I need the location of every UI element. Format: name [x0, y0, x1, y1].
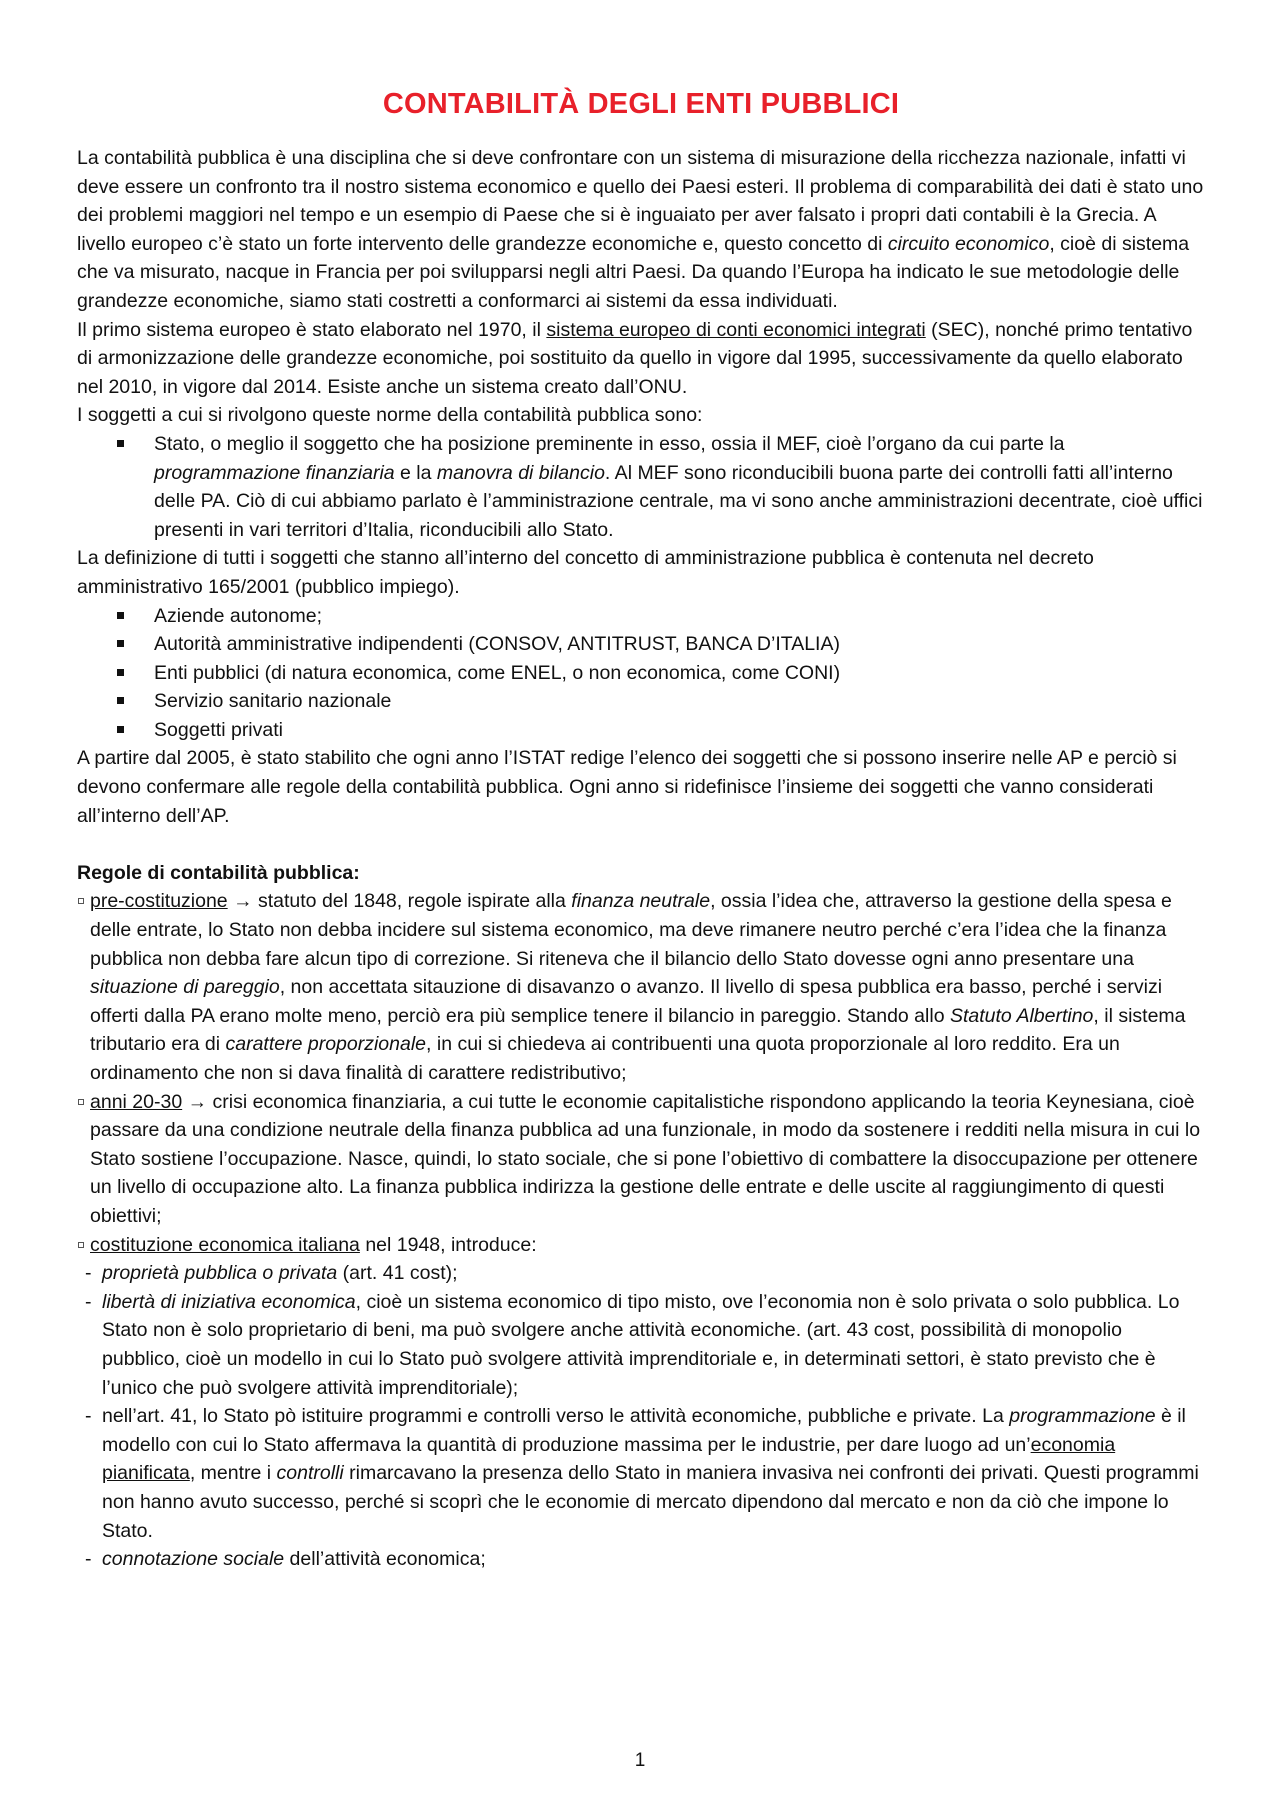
text-run-italic: finanza neutrale: [571, 890, 711, 913]
body-text: [77, 144, 1205, 1574]
bullet-square-icon: [78, 1099, 84, 1105]
spacer: [77, 830, 1205, 859]
text-run: , ossia l’idea che, attraverso la gestione della spesa e delle entrate, lo Stato non debba incidere sul sistema economico, ma deve rimanere neutro perché c’era l’idea che la finanza pubblica non debba fare alcun tipo di correzione. Si riteneva che il bilancio dello Stato dovesse ogni anno presentare una: [90, 890, 1172, 970]
definition-paragraph: La definizione di tutti i soggetti che stanno all’interno del concetto di amministrazione pubblica è contenuta nel decreto amministrativo 165/2001 (pubblico impiego).: [77, 547, 1094, 598]
text-run-underlined: sistema europeo di conti economici integrati: [546, 318, 926, 341]
dash-item: [77, 1545, 1205, 1574]
rule-item: [77, 1231, 1205, 1260]
text-run: , il sistema tributario era di: [90, 1004, 1186, 1056]
list-item: [77, 430, 1205, 544]
list-item: Autorità amministrative indipendenti (CONSOV, ANTITRUST, BANCA D’ITALIA): [77, 630, 1205, 659]
dash-item: [77, 1288, 1205, 1402]
rules-heading: Regole di contabilità pubblica:: [77, 861, 360, 884]
text-run: La contabilità pubblica è una disciplina che si deve confrontare con un sistema di misurazione della ricchezza nazionale, infatti vi deve essere un confronto tra il nostro sistema economico e quello dei Paesi esteri. Il problema di comparabilità dei dati è stato uno dei problemi maggiori nel tempo e un esempio di Paese che si è inguaiato per aver falsato i propri dati contabili è la Grecia. A livello europeo c’è stato un forte intervento delle grandezze economiche e, questo concetto di: [77, 147, 1204, 255]
subjects-list: [77, 602, 1205, 745]
text-run: , cioè un sistema economico di tipo misto, ove l’economia non è solo privata o solo pubblica. Lo Stato non è solo proprietario di beni, ma può svolgere anche attività economiche. (art. 43 cost, possibilità di monopolio pubblico, cioè un modello in cui lo Stato può svolgere attività imprenditoriale e, in determinati settori, è stato previsto che è l’unico che può svolgere attività imprenditoriale);: [102, 1290, 1180, 1399]
rule-item: [77, 1088, 1205, 1231]
text-run: nel 1948, introduce:: [359, 1233, 537, 1256]
page-number: 1: [634, 1750, 646, 1771]
rule-item: [77, 887, 1205, 1087]
text-run: è il modello con cui lo Stato affermava la quantità di produzione massima per le industrie, per dare luogo ad un’: [102, 1405, 1186, 1456]
text-run: → crisi economica finanziaria, a cui tutte le economie capitalistiche rispondono applicando la teoria Keynesiana, cioè passare da una condizione neutrale della finanza pubblica ad una funzionale, in modo da sostenere i redditi nella misura in cui lo Stato sostiene l’occupazione. Nasce, quindi, lo stato sociale, che si pone l’obiettivo di combattere la disoccupazione per ottenere un livello di occupazione alto. La finanza pubblica indirizza la gestione delle entrate e delle uscite al raggiungimento di questi obiettivi;: [90, 1090, 1201, 1227]
text-run-underlined: anni 20-30: [90, 1090, 183, 1113]
text-run-italic: connotazione sociale: [102, 1548, 285, 1571]
text-run: e la: [394, 461, 437, 484]
text-run: dell’attività economica;: [284, 1548, 486, 1571]
text-run-italic: circuito economico: [887, 232, 1050, 255]
text-run-italic: carattere proporzionale: [225, 1033, 427, 1056]
text-run-underlined: costituzione economica italiana: [90, 1233, 360, 1256]
text-run: , in cui si chiedeva ai contribuenti una quota proporzionale al loro reddito. Era un ordinamento che non si dava finalità di carattere redistributivo;: [90, 1033, 1120, 1084]
text-run-underlined: economia pianificata: [102, 1433, 1116, 1485]
text-run: (art. 41 cost);: [337, 1262, 458, 1285]
text-run-italic: programmazione: [1009, 1405, 1156, 1428]
text-run-italic: programmazione finanziaria: [154, 461, 395, 484]
list-item: Enti pubblici (di natura economica, come ENEL, o non economica, come CONI): [77, 659, 1205, 688]
stato-list: [77, 430, 1205, 544]
dash-marker: -: [85, 1290, 92, 1313]
dash-item: [77, 1402, 1205, 1545]
dash-item: [77, 1259, 1205, 1288]
list-item: Aziende autonome;: [77, 602, 1205, 631]
text-run-italic: manovra di bilancio: [436, 461, 605, 484]
text-run: , cioè di sistema che va misurato, nacque in Francia per poi svilupparsi negli altri Paesi. Da quando l’Europa ha indicato le sue metodologie delle grandezze economiche, siamo stati costretti a conformarci ai sistemi da essa individuati.: [77, 232, 1190, 312]
text-run-italic: Statuto Albertino: [949, 1004, 1094, 1027]
istat-paragraph: A partire dal 2005, è stato stabilito che ogni anno l’ISTAT redige l’elenco dei soggetti che si possono inserire nelle AP e perciò si devono confermare alle regole della contabilità pubblica. Ogni anno si ridefinisce l’insieme dei soggetti che vanno considerati all’interno dell’AP.: [77, 747, 1177, 827]
text-run: rimarcavano la presenza dello Stato in maniera invasiva nei confronti dei privati. Questi programmi non hanno avuto successo, perché si scoprì che le economie di mercato dipendono dal mercato e non da ciò che impone lo Stato.: [102, 1462, 1199, 1542]
text-run: (SEC), nonché primo tentativo di armonizzazione delle grandezze economiche, poi sostituito da quello in vigore dal 1995, successivamente da quello elaborato nel 2010, in vigore dal 2014. Esiste anche un sistema creato dall’ONU.: [77, 318, 1193, 398]
text-run-italic: proprietà pubblica o privata: [102, 1262, 338, 1285]
sec-paragraph: [77, 316, 1205, 402]
bullet-square-icon: [78, 898, 84, 904]
list-item: Soggetti privati: [77, 716, 1205, 745]
text-run: nell’art. 41, lo Stato pò istituire programmi e controlli verso le attività economiche, pubbliche e private. La: [102, 1405, 1010, 1428]
text-run-italic: controlli: [276, 1462, 344, 1485]
page-title: CONTABILITÀ DEGLI ENTI PUBBLICI: [382, 88, 900, 120]
text-run-underlined: pre-costituzione: [90, 890, 228, 913]
text-run: , mentre i: [189, 1462, 277, 1485]
text-run-italic: libertà di iniziativa economica: [102, 1290, 356, 1313]
text-run: , non accettata sitauzione di disavanzo o avanzo. Il livello di spesa pubblica era basso, perché i servizi offerti dalla PA erano molte meno, perciò era più semplice tenere il bilancio in pareggio. Stando allo: [90, 976, 1163, 1027]
dash-marker: -: [85, 1548, 92, 1571]
text-run: Stato, o meglio il soggetto che ha posizione preminente in esso, ossia il MEF, cioè l’organo da cui parte la: [154, 432, 1065, 455]
subjects-intro: I soggetti a cui si rivolgono queste norme della contabilità pubblica sono:: [77, 404, 703, 427]
intro-paragraph: [77, 144, 1205, 316]
bullet-square-icon: [78, 1242, 84, 1248]
text-run: . Al MEF sono riconducibili buona parte dei controlli fatti all’interno delle PA. Ciò di cui abbiamo parlato è l’amministrazione centrale, ma vi sono anche amministrazioni decentrate, cioè uffici presenti in vari territori d’Italia, riconducibili allo Stato.: [154, 461, 1203, 541]
text-run: → statuto del 1848, regole ispirate alla: [227, 890, 572, 913]
dash-marker: -: [85, 1405, 92, 1428]
dash-marker: -: [85, 1262, 92, 1285]
list-item: Servizio sanitario nazionale: [77, 687, 1205, 716]
text-run-italic: situazione di pareggio: [90, 976, 280, 999]
text-run: Il primo sistema europeo è stato elaborato nel 1970, il: [77, 318, 547, 341]
